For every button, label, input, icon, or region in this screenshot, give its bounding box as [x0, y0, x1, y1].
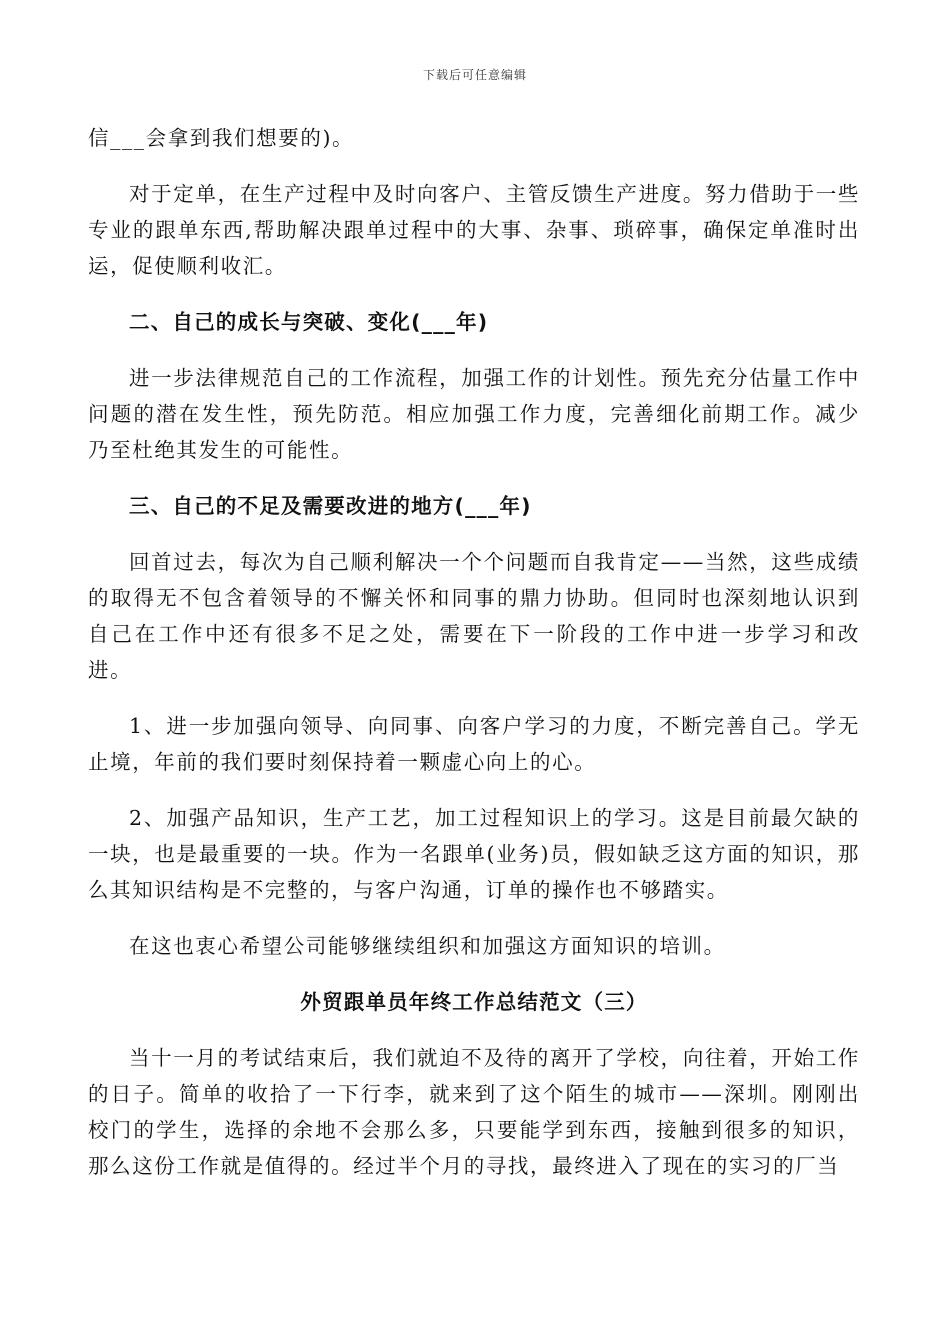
section-heading-growth: 二、自己的成长与突破、变化(___年)	[129, 310, 489, 334]
page-header: 下载后可任意编辑	[422, 68, 527, 82]
article-title: 外贸跟单员年终工作总结范文（三）	[300, 990, 648, 1014]
list-item-1: 1、进一步加强向领导、向同事、向客户学习的力度，不断完善自己。学无止境，年前的我们要时刻保持着一颗虚心向上的心。	[88, 714, 860, 774]
document-body	[88, 120, 860, 1204]
paragraph-review: 回首过去，每次为自己顺利解决一个个问题而自我肯定——当然，这些成绩的取得无不包含着领导的不懈关怀和同事的鼎力协助。但同时也深刻地认识到自己在工作中还有很多不足之处，需要在下一阶段的工作中进一步学习和改进。	[88, 550, 860, 682]
paragraph-workflow: 进一步法律规范自己的工作流程，加强工作的计划性。预先充分估量工作中问题的潜在发生性，预先防范。相应加强工作力度，完善细化前期工作。减少乃至杜绝其发生的可能性。	[88, 366, 860, 462]
section-heading-shortcomings: 三、自己的不足及需要改进的地方(___年)	[129, 494, 532, 518]
paragraph-order-feedback: 对于定单，在生产过程中及时向客户、主管反馈生产进度。努力借助于一些专业的跟单东西,帮助解决跟单过程中的大事、杂事、琐碎事，确保定单准时出运，促使顺利收汇。	[88, 182, 860, 278]
paragraph-continuation: 信___会拿到我们想要的)。	[88, 126, 355, 150]
paragraph-intro: 当十一月的考试结束后，我们就迫不及待的离开了学校，向往着，开始工作的日子。简单的收拾了一下行李，就来到了这个陌生的城市——深圳。刚刚出校门的学生，选择的余地不会那么多，只要能学到东西，接触到很多的知识，那么这份工作就是值得的。经过半个月的寻找，最终进入了现在的实习的厂当	[88, 1046, 860, 1178]
paragraph-hope: 在这也衷心希望公司能够继续组织和加强这方面知识的培训。	[129, 934, 726, 958]
list-item-2: 2、加强产品知识，生产工艺，加工过程知识上的学习。这是目前最欠缺的一块，也是最重要的一块。作为一名跟单(业务)员，假如缺乏这方面的知识，那么其知识结构是不完整的，与客户沟通，订单的操作也不够踏实。	[88, 806, 860, 902]
